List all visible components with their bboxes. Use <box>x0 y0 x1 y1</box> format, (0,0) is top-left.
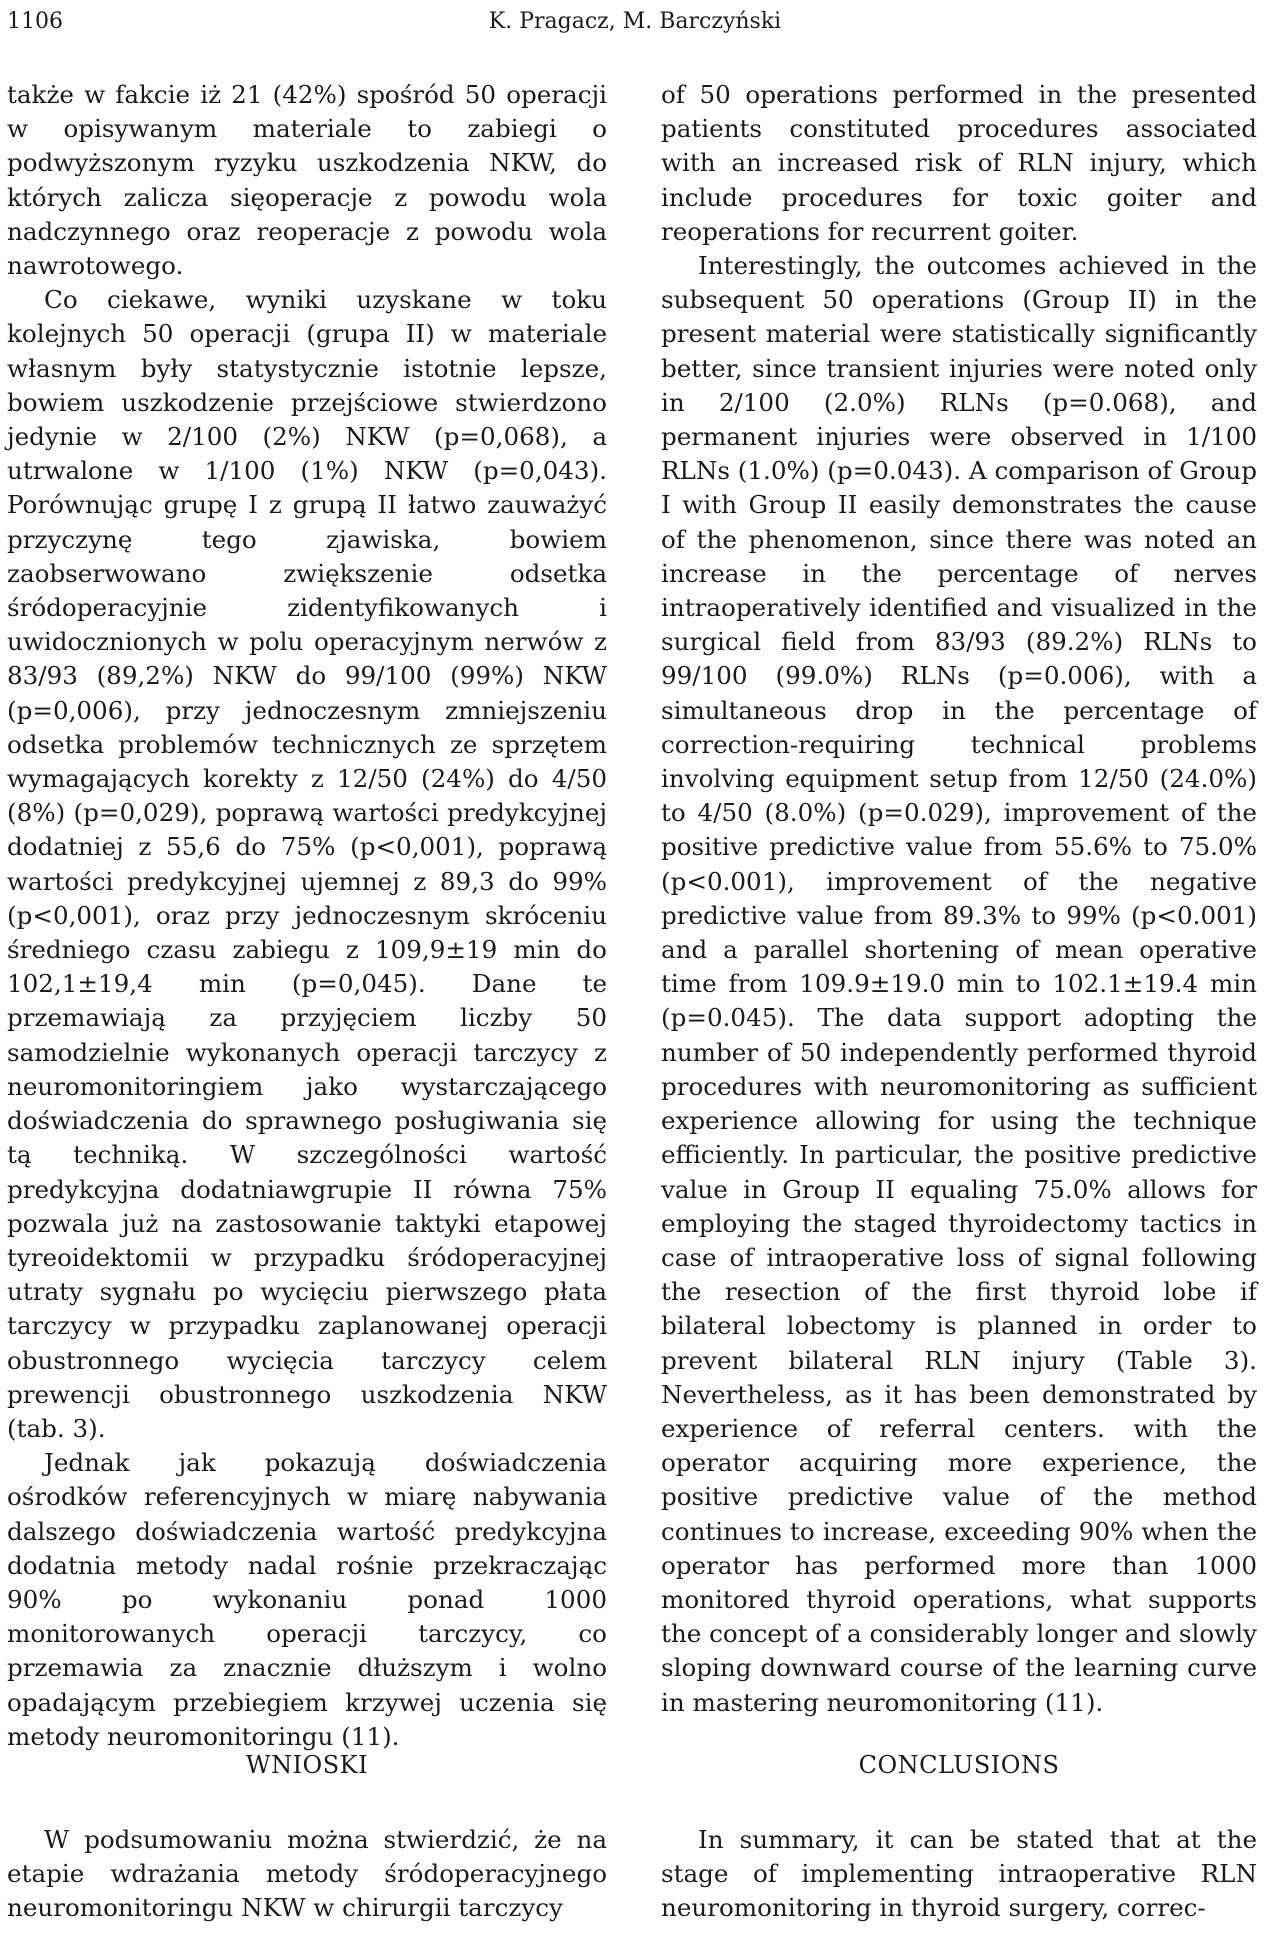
paragraph: Co ciekawe, wyniki uzyskane w toku kolejnych 50 operacji (grupa II) w materiale własnym były statystycznie istotnie lepsze, bowiem uszkodzenie przejściowe stwierdzono jedynie w 2/100 (2%) NKW (p=0,068), a utrwalone w 1/100 (1%) NKW (p=0,043). Porównując grupę I z grupą II łatwo zauważyć przyczynę tego zjawiska, bowiem zaobserwowano zwiększenie odsetka śródoperacyjnie zidentyfikowanych i uwidocznionych w polu operacyjnym nerwów z 83/93 (89,2%) NKW do 99/100 (99%) NKW (p=0,006), przy jednoczesnym zmniejszeniu odsetka problemów technicznych ze sprzętem wymagających korekty z 12/50 (24%) do 4/50 (8%) (p=0,029), poprawą wartości predykcyjnej dodatniej z 55,6 do 75% (p<0,001), poprawą wartości predykcyjnej ujemnej z 89,3 do 99% (p<0,001), oraz przy jednoczesnym skróceniu średniego czasu zabiegu z 109,9±19 min do 102,1±19,4 min (p=0,045). Dane te przemawiają za przyjęciem liczby 50 samodzielnie wykonanych operacji tarczycy z neuromonitoringiem jako wystarczającego doświadczenia do sprawnego posługiwania się tą techniką. W szczególności wartość predykcyjna dodatniawgrupie II równa 75% pozwala już na zastosowanie taktyki etapowej tyreoidektomii w przypadku śródoperacyjnej utraty sygnału po wycięciu pierwszego płata tarczycy w przypadku zaplanowanej operacji obustronnego wycięcia tarczycy celem prewencji obustronnego uszkodzenia NKW (tab. 3). <box>7 285 607 1443</box>
section-heading-wnioski: WNIOSKI <box>245 1751 369 1779</box>
right-column-english <box>661 78 1257 1720</box>
page-number: 1106 <box>7 9 63 34</box>
running-head <box>0 2 1270 42</box>
conclusions-text-polish <box>7 1823 607 1926</box>
running-head-authors: K. Pragacz, M. Barczyński <box>488 9 782 34</box>
paragraph: Interestingly, the outcomes achieved in the subsequent 50 operations (Group II) in the present material were statistically significantly better, since transient injuries were noted only in 2/100 (2.0%) RLNs (p=0.068), and permanent injuries were observed in 1/100 RLNs (1.0%) (p=0.043). A comparison of Group I with Group II easily demonstrates the cause of the phenomenon, since there was noted an increase in the percentage of nerves intraoperatively identified and visualized in the surgical field from 83/93 (89.2%) RLNs to 99/100 (99.0%) RLNs (p=0.006), with a simultaneous drop in the percentage of correction-requiring technical problems involving equipment setup from 12/50 (24.0%) to 4/50 (8.0%) (p=0.029), improvement of the positive predictive value from 55.6% to 75.0% (p<0.001), improvement of the negative predictive value from 89.3% to 99% (p<0.001) and a parallel shortening of mean operative time from 109.9±19.0 min to 102.1±19.4 min (p=0.045). The data support adopting the number of 50 independently performed thyroid procedures with neuromonitoring as sufficient experience allowing for using the technique efficiently. In particular, the positive predictive value in Group II equaling 75.0% allows for employing the staged thyroidectomy tactics in case of intraoperative loss of signal following the resection of the first thyroid lobe if bilateral lobectomy is planned in order to prevent bilateral RLN injury (Table 3). Nevertheless, as it has been demonstrated by experience of referral centers. with the operator acquiring more experience, the positive predictive value of the method continues to increase, exceeding 90% when the operator has performed more than 1000 monitored thyroid operations, what supports the concept of a considerably longer and slowly sloping downward course of the learning curve in mastering neuromonitoring (11). <box>661 251 1257 1717</box>
paragraph: także w fakcie iż 21 (42%) spośród 50 operacji w opisywanym materiale to zabiegi o podwyższonym ryzyku uszkodzenia NKW, do których zalicza sięoperacje z powodu wola nadczynnego oraz reoperacje z powodu wola nawrotowego. <box>7 80 607 281</box>
conclusions-text-english <box>661 1823 1257 1926</box>
paragraph: of 50 operations performed in the presented patients constituted procedures associated with an increased risk of RLN injury, which include procedures for toxic goiter and reoperations for recurrent goiter. <box>661 80 1257 246</box>
left-column-polish <box>7 78 607 1754</box>
paragraph: Jednak jak pokazują doświadczenia ośrodków referencyjnych w miarę nabywania dalszego doświadczenia wartość predykcyjna dodatnia metody nadal rośnie przekraczając 90% po wykonaniu ponad 1000 monitorowanych operacji tarczycy, co przemawia za znacznie dłuższym i wolno opadającym przebiegiem krzywej uczenia się metody neuromonitoringu (11). <box>7 1448 607 1751</box>
section-heading-conclusions: CONCLUSIONS <box>858 1751 1060 1779</box>
paragraph: In summary, it can be stated that at the stage of implementing intraoperative RLN neuromonitoring in thyroid surgery, correc- <box>661 1825 1257 1923</box>
paragraph: W podsumowaniu można stwierdzić, że na etapie wdrażania metody śródoperacyjnego neuromonitoringu NKW w chirurgii tarczycy <box>7 1825 607 1923</box>
